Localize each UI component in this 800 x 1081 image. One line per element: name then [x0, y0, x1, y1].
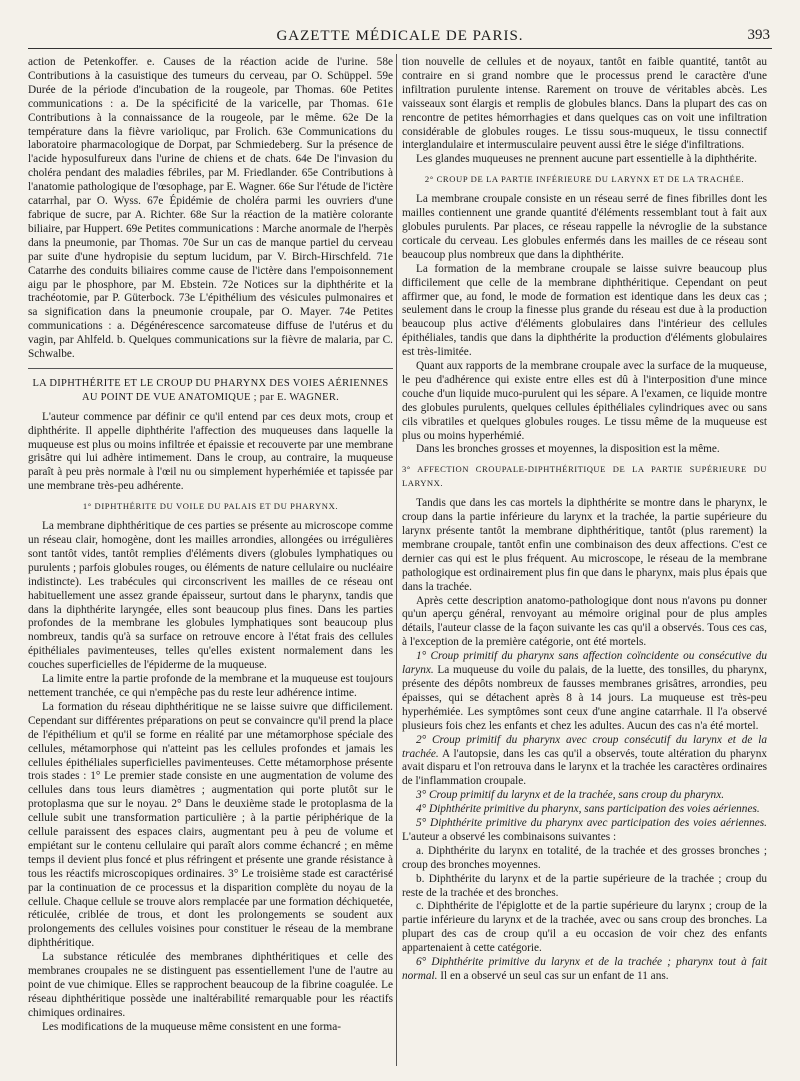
paragraph: tion nouvelle de cellules et de noyaux, tantôt en faible quantité, tantôt au contraire en si grand nombre que le processus prend le caractère d'une infiltration purulente intense. Rarement on trouve de véritables abcès. Les vaisseaux sont élargis et remplis de globules blancs. Dans la plupart des cas on rencontre de petites hémorrhagies et dans quelques cas on voit une infiltration considérable de globules rouges. Le tissu sous-muqueux, le tissu connectif interglandulaire et intermusculaire peuvent aussi être le siége d'infiltrations.	[402, 56, 767, 152]
case-text: Il en a observé un seul cas sur un enfant de 11 ans.	[437, 970, 669, 982]
section-heading: 2° CROUP DE LA PARTIE INFÉRIEURE DU LARYNX ET DE LA TRACHÉE.	[424, 174, 745, 185]
case-subitem: b. Diphthérite du larynx et de la partie supérieure de la trachée ; croup du reste de la trachée et des bronches.	[402, 872, 767, 899]
section-rule	[28, 368, 393, 369]
paragraph: Quant aux rapports de la membrane croupale avec la surface de la muqueuse, le peu d'adhérence qui existe entre elles est dû à l'interposition d'une mince couche d'un liquide muco-purulent qui les sépare. A l'examen, ce liquide montre des globules purulents, quelques cellules épithéliales cylindriques avec ou sans cils vibratiles et quelques globules rouges. Le tissu même de la muqueuse est plus ou moins hyperhémié.	[402, 360, 767, 442]
case-paragraph	[402, 734, 767, 790]
paragraph: action de Petenkoffer. e. Causes de la réaction acide de l'urine. 58e Contributions à la casuistique des tumeurs du cerveau, par O. Schüppel. 59e Durée de la période d'incubation de la rougeole, par Thomas. 60e Petites communications : a. De la spécificité de la varicelle, par Thomas. 61e Contributions à la connaissance de la rougeole, par le même. 62e De la température dans la fièvre varioliquc, par Frolich. 63e Communications du laboratoire pharmacologique de Dorpat, par Schmiedeberg. Sur la présence de l'acide hyposulfureux dans l'urine de chiens et de chats. 64e De l'invasion du choléra pendant des maladies fébriles, par M. Friedlander. 65e Contributions à l'anatomie pathologique de l'œsophage, par E. Wagner. 66e Sur l'étude de l'ictère catarrhal, par O. Wyss. 67e Épidémie de choléra parmi les ouvriers d'une fabrique de sucre, par A. Richter. 68e Sur la réaction de la matière colorante biliaire, par Huppert. 69e Petites communications : Marche anormale de l'herpès dans la pneumonie, par Thomas. 70e Sur un cas de manque partiel du cerveau par suite d'une hydropisie du septum lucidum, par V. Birch-Hirschfeld. 71e Catarrhe des conduits biliaires comme cause de l'ictère dans l'empoisonnement aigu par le phosphore, par M. Ebstein. 72e Notices sur la diphthérite et la trachéotomie, par P. Güterbock. 73e L'épithélium des vésicules pulmonaires et sa signification dans la pneumonie croupale, par O. Mayer. 74e Petites communications : a. Dégénérescence sarcomateuse diffuse de l'utérus et du vagin, par Ahlfeld. b. Quelques communications sur la fièvre de malaria, par C. Schwalbe.	[28, 56, 393, 361]
paragraph: L'auteur commence par définir ce qu'il entend par ces deux mots, croup et diphthérite. Il appelle diphthérite l'affection des muqueuses dans laquelle la muqueuse est plus ou moins infiltrée et épaissie et recouverte par une membrane grisâtre qui lui adhère intimement. Dans le croup, au contraire, la muqueuse paraît à peu près normale à l'œil nu ou simplement hyperhémiée et tapissée par une membrane très-peu adhérente.	[28, 410, 393, 493]
section-heading: 3° AFFECTION CROUPALE-DIPHTHÉRITIQUE DE LA PARTIE SUPÉRIEURE DU LARYNX.	[402, 464, 767, 489]
case-paragraph	[402, 956, 767, 984]
paragraph: La formation de la membrane croupale se laisse suivre beaucoup plus difficilement que celle de la membrane diphthéritique. Cependant on peut affirmer que, au fond, le mode de formation est identique dans les deux cas ; seulement dans le croup la finesse plus grande du réseau est due à la production beaucoup plus active d'éléments globulaires dans l'intérieur des cellules épithéliales, tandis que dans la diphthérite la production d'éléments globulaires est très-limitée.	[402, 262, 767, 359]
case-text: L'auteur a observé les combinaisons suivantes :	[402, 830, 617, 843]
paragraph: Après cette description anatomo-pathologique dont nous n'avons pu donner qu'un aperçu général, renvoyant au mémoire original pour de plus amples détails, l'auteur classe de la façon suivante les cas qu'il a observés. Tous ces cas, à l'exception de la première catégorie, ont été mortels.	[402, 594, 767, 649]
column-divider	[396, 54, 397, 1066]
paragraph: La limite entre la partie profonde de la membrane et la muqueuse est toujours nettement tranchée, ce qui n'empêche pas du reste leur adhérence intime.	[28, 673, 393, 699]
case-subitem: a. Diphthérite du larynx en totalité, de la trachée et des grosses bronches ; croup des bronches moyennes.	[402, 844, 767, 871]
case-title: 5° Diphthérite primitive du pharynx avec participation des voies aériennes.	[416, 817, 767, 830]
case-title: 4° Diphthérite primitive du pharynx, sans participation des voies aériennes.	[416, 803, 760, 816]
section-heading: 1° DIPHTHÉRITE DU VOILE DU PALAIS ET DU PHARYNX.	[82, 501, 339, 512]
case-title: 6° Diphthérite primitive du larynx et de la trachée ; pharynx tout à fait normal.	[402, 956, 767, 982]
case-text: A l'autopsie, dans les cas qu'il a observés, toute altération du pharynx avait disparu et l'on retrouva dans le larynx et la trachée les caractères ordinaires de l'inflammation croupale.	[402, 747, 767, 788]
case-paragraph	[402, 789, 767, 803]
case-paragraph	[402, 817, 767, 845]
right-column	[402, 56, 767, 984]
case-subitem: c. Diphthérite de l'épiglotte et de la partie supérieure du larynx ; croup de la partie inférieure du larynx et de la trachée, avec ou sans croup des bronches. La plupart des cas de croup qu'il a eu occasion de voir chez des enfants appartenaient à cette catégorie.	[402, 900, 767, 955]
page-header	[28, 26, 772, 49]
paragraph: Tandis que dans les cas mortels la diphthérite se montre dans le pharynx, le croup dans la partie inférieure du larynx et la trachée, la partie supérieure du larynx présente tantôt la membrane diphthéritique, tantôt (plus rarement) la membrane croupale, tantôt enfin une combinaison des deux affections. C'est ce dernier cas qui est le plus fréquent. Au microscope, le réseau de la membrane pathologique est ordinairement plus fin que dans le pharynx, mais plus épais que dans la trachée.	[402, 497, 767, 593]
case-text: La muqueuse du voile du palais, de la luette, des tonsilles, du pharynx, présente des dépôts nombreux de fausses membranes grisâtres, arrondies, peu épaisses, qui se détachent après 8 à 14 jours. La muqueuse est très-peu hyperhémiée. Les symptômes sont ceux d'une angine catarrhale. Il l'a observé plusieurs fois chez les enfants et chez les adultes. Aucun des cas n'a été mortel.	[402, 664, 767, 732]
journal-title: GAZETTE MÉDICALE DE PARIS.	[276, 28, 524, 44]
case-paragraph	[402, 803, 767, 817]
paragraph: La membrane croupale consiste en un réseau serré de fines fibrilles dont les mailles contiennent une grande quantité d'éléments ressemblant tout à fait aux globules purulents. Par places, ce réseau rappelle la névroglie de la substance corticale du cerveau. Les globules enfermés dans les mailles de ce réseau sont beaucoup plus nombreux que dans la diphthérite.	[402, 193, 767, 261]
page-number: 393	[747, 27, 770, 43]
paragraph: La membrane diphthéritique de ces parties se présente au microscope comme un réseau clair, homogène, dont les mailles arrondies, allongées ou irrégulières sont tantôt vides, tantôt remplies d'éléments divers (globules lymphatiques ou purulents ; parfois globules rouges, ou éléments de nature cellulaire ou nucléaire indistincte). Les trabécules qui circonscrivent les mailles de ce réseau ont habituellement une assez grande épaisseur, surtout dans le pharynx, tandis que dans la diphthérite laryngée, elles sont beaucoup plus fines. Dans les parties profondes de la membrane les globules lymphatiques sont beaucoup plus nombreux, tandis qu'à sa surface on retrouve encore à l'état frais des cellules épithéliales pavimenteuses, telles qu'elles existent normalement dans les couches superficielles de l'épiderme de la muqueuse.	[28, 520, 393, 672]
case-paragraph	[402, 650, 767, 733]
paragraph: Dans les bronches grosses et moyennes, la disposition est la même.	[416, 443, 720, 456]
paragraph: Les modifications de la muqueuse même consistent en une forma-	[42, 1020, 341, 1033]
case-title: 3° Croup primitif du larynx et de la trachée, sans croup du pharynx.	[416, 789, 725, 802]
paragraph: Les glandes muqueuses ne prennent aucune part essentielle à la diphthérite.	[416, 153, 757, 166]
paragraph: La substance réticulée des membranes diphthéritiques et celle des membranes croupales ne se distinguent pas essentiellement l'une de l'autre au point de vue chimique. Elles se rapprochent beaucoup de la fibrine coagulée. Le réseau diphthéritique possède une inaltérabilité remarquable pour les réactifs chimiques ordinaires.	[28, 951, 393, 1019]
case-title: 1° Croup primitif du pharynx sans affection coïncidente ou consécutive du larynx.	[402, 650, 767, 677]
case-title: 2° Croup primitif du pharynx avec croup consécutif du larynx et de la trachée.	[402, 733, 767, 760]
left-column	[28, 56, 393, 1035]
article-heading: LA DIPHTHÉRITE ET LE CROUP DU PHARYNX DES VOIES AÉRIENNES AU POINT DE VUE ANATOMIQUE ; par E. WAGNER.	[32, 377, 389, 403]
paragraph: La formation du réseau diphthéritique ne se laisse suivre que difficilement. Cependant sur différentes préparations on peut se convaincre qu'il prend la place de l'épithélium et qu'il se forme en réalité par une métamorphose spéciale des cellules, métamorphose qui n'atteint pas les cellules profondes et jamais les cellules épithéliales superficielles pavimenteuses. Cette métamorphose présente trois stades : 1° Le premier stade consiste en une augmentation de volume des cellules dans tous leurs diamètres ; augmentation qui porte plutôt sur le protoplasma que sur le noyau. 2° Dans le deuxième stade le protoplasma de la cellule subit une transformation particulière ; à la partie périphérique de la cellule paraissent des espaces clairs, augmentant peu à peu de volume et empiétant sur le contenu cellulaire qui paraît alors comme échancré ; en même temps il devient plus foncé et plus réfringent et présente une grande résistance à tous les réactifs microscopiques ordinaires. 3° Le troisième stade est caractérisé par la continuation de ce processus et la disparition complète du noyau de la cellule. Chaque cellule se trouve alors remplacée par une formation déchiquetée, réticulée, criblée de trous, et dont les prolongements se soudent aux prolongements des cellules voisines pour constituer le réseau de la membrane diphthéritique.	[28, 700, 393, 950]
